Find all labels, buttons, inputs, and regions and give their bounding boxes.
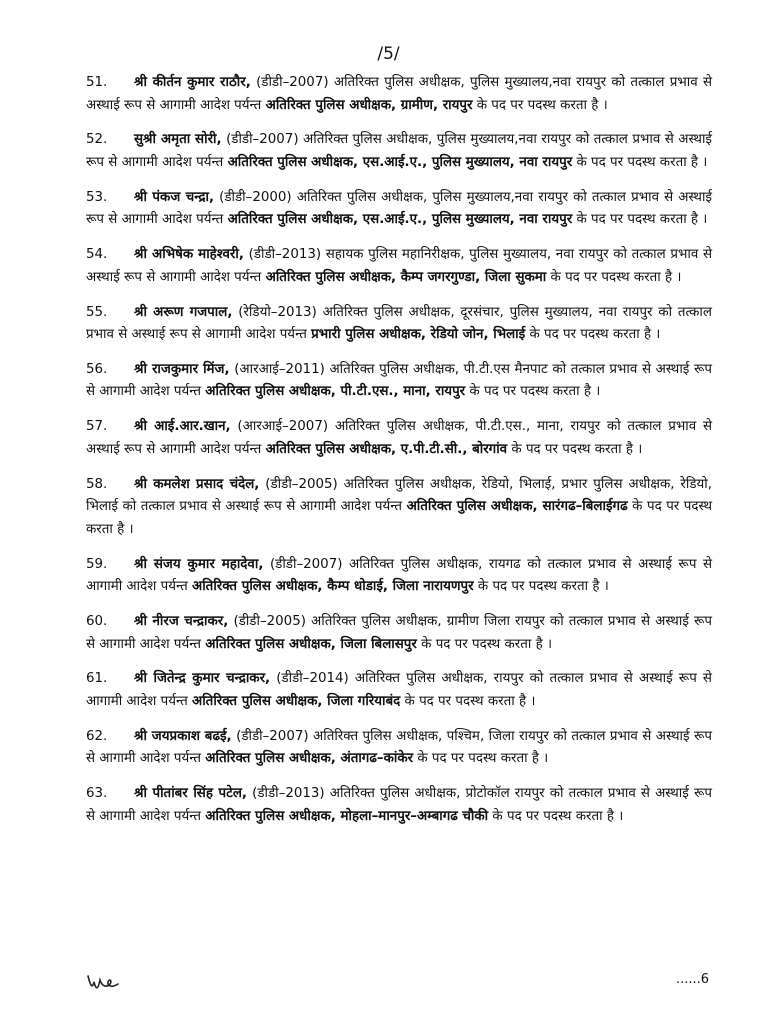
order-suffix: के पद पर पदस्थ करता है । [511,441,643,457]
posting-order-entry [86,554,712,599]
officer-name: श्री पीतांबर सिंह पटेल, [134,786,248,802]
officer-details: (डीडी–2014) अतिरिक्त पुलिस अधीक्षक, रायपुर को तत्काल प्रभाव से अस्थाई रूप से आगामी आदेश पर्यन्त [86,671,712,709]
entry-number: 53. [86,189,108,205]
posting-order-entry [86,187,712,232]
entry-number: 59. [86,556,108,572]
new-post: अतिरिक्त पुलिस अधीक्षक, एस.आई.ए., पुलिस मुख्यालय, नवा रायपुर [227,212,573,228]
entry-number: 54. [86,247,108,263]
officer-name: श्री पंकज चन्द्रा, [134,189,215,205]
order-suffix: के पद पर पदस्थ करता है । [86,499,713,537]
order-suffix: के पद पर पदस्थ करता है । [417,751,549,767]
order-suffix: के पद पर पदस्थ करता है । [421,636,553,652]
new-post: अतिरिक्त पुलिस अधीक्षक, ग्रामीण, रायपुर [265,97,473,113]
new-post: अतिरिक्त पुलिस अधीक्षक, मोहला–मानपुर–अम्बागढ चौकी [205,808,489,824]
posting-order-entry [86,129,712,174]
officer-details: (डीडी–2005) अतिरिक्त पुलिस अधीक्षक, ग्रामीण जिला रायपुर को तत्काल प्रभाव से अस्थाई रूप से आगामी आदेश पर्यन्त [86,613,713,652]
order-suffix: के पद पर पदस्थ करता है । [492,808,624,824]
new-post: अतिरिक्त पुलिस अधीक्षक, अंतागढ–कांकेर [205,751,414,767]
officer-details: (डीडी–2013) अतिरिक्त पुलिस अधीक्षक, प्रोटोकॉल रायपुर को तत्काल प्रभाव से अस्थाई रूप से आगामी आदेश पर्यन्त [86,786,712,824]
order-suffix: के पद पर पदस्थ करता है । [469,384,601,400]
officer-name: श्री अरूण गजपाल, [134,304,233,320]
posting-orders-list [86,72,712,840]
continued-marker: ......6 [676,972,710,987]
entry-number: 55. [86,304,108,320]
officer-name: श्री जितेन्द्र कुमार चन्द्राकर, [134,671,271,687]
officer-name: श्री कीर्तन कुमार राठौर, [134,75,251,90]
officer-name: श्री आई.आर.खान, [134,419,231,435]
entry-number: 57. [86,419,108,435]
officer-details: (डीडी–2013) सहायक पुलिस महानिरीक्षक, पुलिस मुख्यालय, नवा रायपुर को तत्काल प्रभाव से अस्थाई रूप से आगामी आदेश पर्यन्त [86,247,712,285]
officer-details: (आरआई–2011) अतिरिक्त पुलिस अधीक्षक, पी.टी.एस मैनपाट को तत्काल प्रभाव से अस्थाई रूप से आगामी आदेश पर्यन्त [86,361,712,400]
posting-order-entry [86,72,712,117]
new-post: अतिरिक्त पुलिस अधीक्षक, जिला बिलासपुर [205,636,417,652]
officer-name: श्री राजकुमार मिंज, [134,361,230,377]
order-suffix: के पद पर पदस्थ करता है । [404,693,536,709]
posting-order-entry [86,359,712,404]
order-suffix: के पद पर पदस्थ करता है । [529,327,661,343]
entry-number: 52. [86,132,108,148]
posting-order-entry [86,416,712,461]
officer-name: श्री अभिषेक माहेश्वरी, [134,247,244,263]
entry-number: 63. [86,786,108,802]
officer-details: (डीडी–2000) अतिरिक्त पुलिस अधीक्षक, पुलिस मुख्यालय,नवा रायपुर को तत्काल प्रभाव से अस्थाई रूप से आगामी आदेश पर्यन्त [86,189,713,228]
order-suffix: के पद पर पदस्थ करता है । [477,579,609,595]
entry-number: 56. [86,361,108,377]
posting-order-entry [86,244,712,289]
entry-number: 60. [86,613,108,629]
posting-order-entry [86,668,712,713]
new-post: अतिरिक्त पुलिस अधीक्षक, जिला गरियाबंद [191,693,401,709]
order-suffix: के पद पर पदस्थ करता है । [476,97,608,113]
posting-order-entry [86,302,712,347]
officer-name: श्री जयप्रकाश बढई, [134,728,232,744]
officer-details: (डीडी–2007) अतिरिक्त पुलिस अधीक्षक, रायगढ को तत्काल प्रभाव से अस्थाई रूप से आगामी आदेश पर्यन्त [86,556,712,595]
order-suffix: के पद पर पदस्थ करता है । [576,154,708,170]
officer-details: (रेडियो–2013) अतिरिक्त पुलिस अधीक्षक, दूरसंचार, पुलिस मुख्यालय, नवा रायपुर को तत्काल प्रभाव से अस्थाई रूप से आगामी आदेश पर्यन्त [86,304,712,343]
posting-order-entry [86,783,712,828]
entry-number: 61. [86,671,108,687]
page-number: /5/ [377,44,400,64]
officer-name: श्री नीरज चन्द्राकर, [134,613,229,629]
officer-details: (आरआई–2007) अतिरिक्त पुलिस अधीक्षक, पी.टी.एस., माना, रायपुर को तत्काल प्रभाव से अस्थाई रूप से आगामी आदेश पर्यन्त [86,419,712,457]
entry-number: 58. [86,476,108,492]
new-post: अतिरिक्त पुलिस अधीक्षक, ए.पी.टी.सी., बोरगांव [265,441,508,457]
posting-order-entry [86,611,712,656]
order-suffix: के पद पर पदस्थ करता है । [576,212,708,228]
new-post: अतिरिक्त पुलिस अधीक्षक, सारंगढ–बिलाईगढ [406,499,628,515]
officer-details: (डीडी–2007) अतिरिक्त पुलिस अधीक्षक, पश्चिम, जिला रायपुर को तत्काल प्रभाव से अस्थाई रूप से आगामी आदेश पर्यन्त [86,728,712,767]
entry-number: 51. [86,75,108,90]
order-suffix: के पद पर पदस्थ करता है । [550,269,682,285]
entry-number: 62. [86,728,108,744]
officer-details: (डीडी–2005) अतिरिक्त पुलिस अधीक्षक, रेडियो, भिलाई, प्रभार पुलिस अधीक्षक, रेडियो, भिलाई को तत्काल प्रभाव से अस्थाई रूप से आगामी आदेश पर्यन्त [86,476,712,515]
officer-name: सुश्री अमृता सोरी, [134,132,222,148]
new-post: अतिरिक्त पुलिस अधीक्षक, कैम्प जगरगुण्डा, जिला सुकमा [265,269,547,285]
new-post: अतिरिक्त पुलिस अधीक्षक, पी.टी.एस., माना, रायपुर [205,384,466,400]
new-post: अतिरिक्त पुलिस अधीक्षक, कैम्प धोडाई, जिला नारायणपुर [191,579,474,595]
posting-order-entry [86,726,712,771]
signature-mark [84,968,124,998]
new-post: प्रभारी पुलिस अधीक्षक, रेडियो जोन, भिलाई [311,327,526,343]
officer-name: श्री कमलेश प्रसाद चंदेल, [134,476,260,492]
officer-name: श्री संजय कुमार महादेवा, [134,556,264,572]
officer-details: (डीडी–2007) अतिरिक्त पुलिस अधीक्षक, पुलिस मुख्यालय,नवा रायपुर को तत्काल प्रभाव से अस्थाई रूप से आगामी आदेश पर्यन्त [86,132,712,170]
posting-order-entry [86,474,712,542]
officer-details: (डीडी–2007) अतिरिक्त पुलिस अधीक्षक, पुलिस मुख्यालय,नवा रायपुर को तत्काल प्रभाव से अस्थाई रूप से आगामी आदेश पर्यन्त [86,75,712,113]
new-post: अतिरिक्त पुलिस अधीक्षक, एस.आई.ए., पुलिस मुख्यालय, नवा रायपुर [227,154,573,170]
